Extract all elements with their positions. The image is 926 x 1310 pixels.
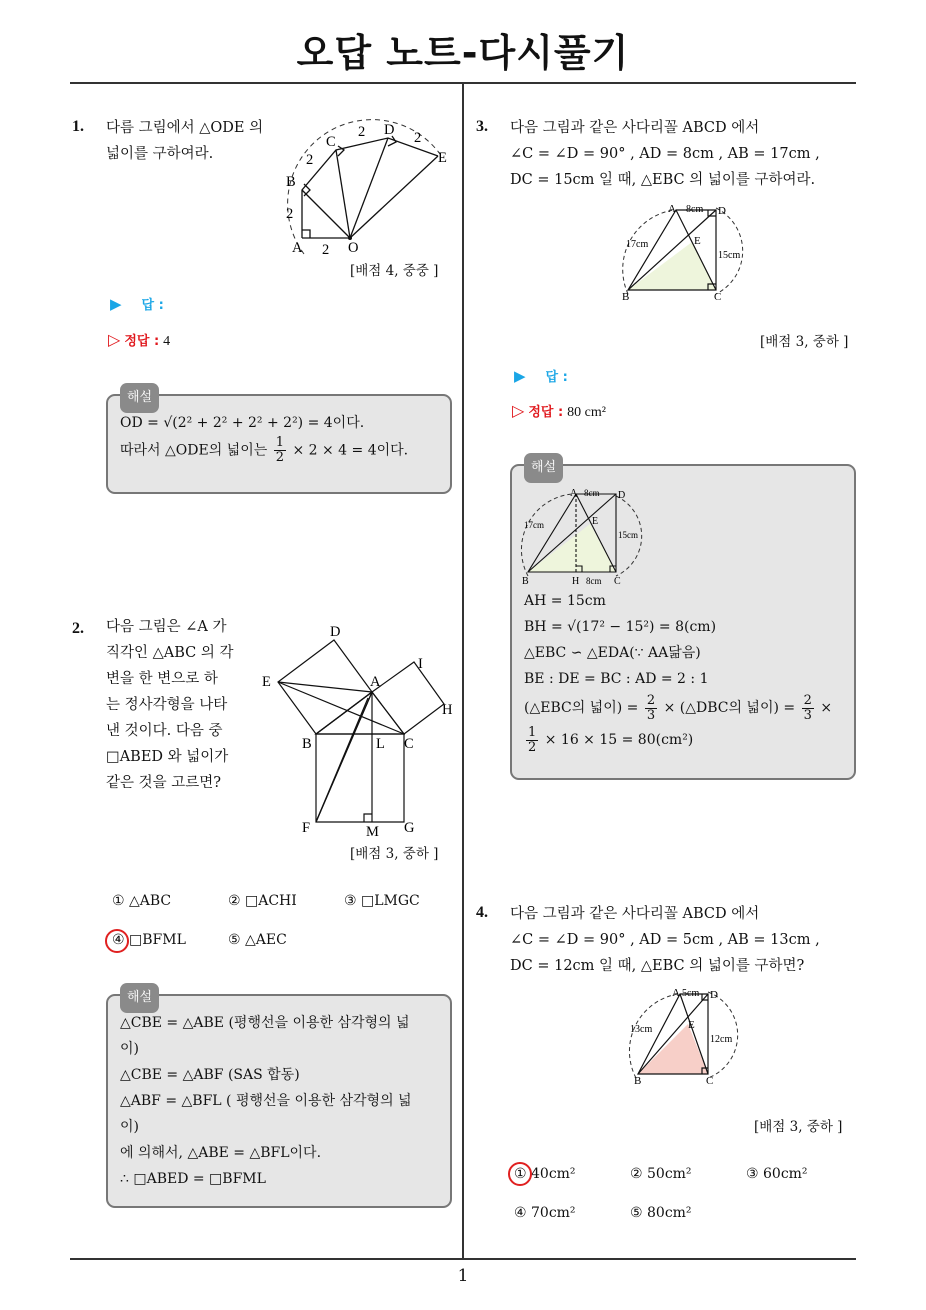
question-3-score: [배점 3, 중하 ] [760,334,849,350]
question-1-line: 넓이를 구하여라. [106,146,214,162]
point-label: E [262,674,271,690]
footer-rule [70,1258,856,1260]
solution-3-figure [520,488,650,588]
point-label: A [370,674,381,690]
fraction: $\frac{2}{3}$ [803,692,812,723]
solution-line: AH = 15cm [524,593,606,609]
point-label: E [592,516,599,527]
point-label: A [668,203,676,215]
point-label: D [384,122,395,138]
length-label: 13cm [630,1024,653,1035]
solution-line: OD = √(2² + 2² + 2² + 2²) = 4이다. [120,415,365,431]
length-label: 2 [414,130,422,146]
solution-line: $\frac{1}{2}$ × 16 × 15 = 80(cm²) [528,724,694,755]
question-2-line: 같은 것을 고르면? [106,775,222,791]
question-2-text [106,614,234,796]
question-3-text [510,115,820,193]
point-label: E [438,150,447,166]
solution-line: 따라서 △ODE의 넓이는 $\frac{1}{2}$ × 2 × 4 = 4이다. [120,435,409,465]
choice-2[interactable]: ② 50cm² [630,1166,692,1182]
solution-tag: 해설 [120,383,159,413]
question-3-number: 3. [476,118,488,135]
length-label: 8cm [686,204,704,215]
question-3-line: 다음 그림과 같은 사다리꼴 ABCD 에서 [510,120,760,136]
point-label: A [570,488,578,499]
solution-line: 에 의해서, △ABE = △BFL이다. [120,1145,322,1161]
choice-3[interactable]: ③ □LMGC [344,893,420,909]
length-label: 2 [286,206,294,222]
question-2-line: □ABED 와 넓이가 [106,749,229,765]
point-label: F [302,820,311,836]
point-label: B [522,576,529,587]
point-label: C [714,291,722,303]
point-label: B [634,1075,642,1087]
point-label: G [404,820,415,836]
solution-box-1 [106,390,452,494]
page-number: 1 [457,1266,469,1286]
choice-2[interactable]: ② □ACHI [228,893,297,909]
point-label: D [330,624,341,640]
solution-line: △CBE = △ABF (SAS 합동) [120,1067,300,1083]
question-2-line: 직각인 △ABC 의 각 [106,645,234,661]
question-1-line: 다름 그림에서 △ODE 의 [106,120,264,136]
length-label: 8cm [586,576,602,586]
length-label: 17cm [524,520,544,530]
question-2-score: [배점 3, 중하 ] [350,846,439,862]
question-4-line: DC = 12cm 일 때, △EBC 의 넓이를 구하면? [510,958,805,974]
point-label: B [286,174,296,190]
point-label: H [442,702,453,718]
question-2-line: 다음 그림은 ∠A 가 [106,619,227,635]
length-label: 2 [322,242,330,258]
point-label: A [672,987,680,999]
solution-line: ∴ □ABED = □BFML [120,1171,266,1187]
question-4-figure [626,986,758,1090]
solution-line: △CBE = △ABE (평행선을 이용한 삼각형의 넓 [120,1015,410,1031]
solution-line: BE : DE = BC : AD = 2 : 1 [524,671,709,687]
length-label: 12cm [710,1034,733,1045]
point-label: H [572,576,580,587]
solution-line: (△EBC의 넓이) = $\frac{2}{3}$ × (△DBC의 넓이) = $\frac{2}{3}$ × [524,692,833,723]
point-label: C [404,736,414,752]
point-label: C [614,576,621,587]
question-4-number: 4. [476,904,488,921]
point-label: B [622,291,630,303]
question-4-line: 다음 그림과 같은 사다리꼴 ABCD 에서 [510,906,760,922]
point-label: C [326,134,336,150]
question-4-score: [배점 3, 중하 ] [754,1119,843,1135]
point-label: O [348,240,359,256]
length-label: 2 [306,152,314,168]
question-3-line: DC = 15cm 일 때, △EBC 의 넓이를 구하여라. [510,172,816,188]
point-label: D [718,205,726,217]
solution-line: △EBC ∽ △EDA(∵ AA닮음) [524,645,701,661]
point-label: L [376,736,385,752]
question-1-text [106,115,263,167]
question-3-figure [616,202,752,306]
correct-answer-label: ▷ 정답 : 4 [108,330,171,349]
correct-answer-value: 4 [163,334,171,349]
question-1-number: 1. [72,118,84,135]
correct-answer-label: ▷ 정답 : 80 cm² [512,401,606,420]
selected-answer-circle [508,1162,532,1186]
solution-box-2 [106,990,452,1208]
choice-4[interactable]: ④ 70cm² [514,1205,576,1221]
choice-4[interactable]: ④ □BFML [112,932,186,948]
length-label: 5cm [682,988,700,999]
length-label: 15cm [718,250,741,261]
length-label: 2 [358,124,366,140]
question-2-line: 는 정사각형을 나타 [106,697,228,713]
point-label: D [618,490,626,501]
solution-tag: 해설 [120,983,159,1013]
length-label: 8cm [584,488,600,498]
choice-5[interactable]: ⑤ 80cm² [630,1205,692,1221]
answer-label: ▶ 답 : [110,295,164,313]
question-4-text [510,901,820,979]
solution-box-3 [510,460,856,780]
choice-5[interactable]: ⑤ △AEC [228,932,287,948]
page-title: 오답 노트-다시풀기 [296,31,630,75]
question-1-figure [280,118,460,258]
point-label: C [706,1075,714,1087]
point-label: E [694,235,701,247]
point-label: M [366,824,379,840]
question-2-figure [258,622,458,842]
question-1-score: [배점 4, 중중 ] [350,263,439,279]
correct-answer-value: 80 cm² [567,405,606,420]
question-4-line: ∠C = ∠D = 90° , AD = 5cm , AB = 13cm , [510,932,820,948]
solution-line: 이) [120,1041,139,1057]
answer-label: ▶ 답 : [514,367,568,385]
point-label: A [292,240,303,256]
solution-line: BH = √(17² − 15²) = 8(cm) [524,619,717,635]
point-label: D [710,989,718,1001]
question-2-number: 2. [72,620,84,637]
fraction: $\frac{1}{2}$ [528,724,537,755]
fraction: $\frac{1}{2}$ [275,435,284,465]
column-divider [462,84,464,1260]
length-label: 15cm [618,530,638,540]
fraction: $\frac{2}{3}$ [646,692,656,723]
solution-line: 이) [120,1119,139,1135]
question-2-line: 변을 한 변으로 하 [106,671,218,687]
choice-1[interactable]: ① 40cm² [514,1166,576,1182]
choice-1[interactable]: ① △ABC [112,893,172,909]
question-2-line: 낸 것이다. 다음 중 [106,723,223,739]
solution-line: △ABF = △BFL ( 평행선을 이용한 삼각형의 넓 [120,1093,412,1109]
solution-tag: 해설 [524,453,563,483]
question-3-line: ∠C = ∠D = 90° , AD = 8cm , AB = 17cm , [510,146,820,162]
choice-3[interactable]: ③ 60cm² [746,1166,808,1182]
point-label: I [418,656,423,672]
selected-answer-circle [105,929,129,953]
point-label: E [688,1019,695,1031]
length-label: 17cm [626,239,649,250]
point-label: B [302,736,312,752]
